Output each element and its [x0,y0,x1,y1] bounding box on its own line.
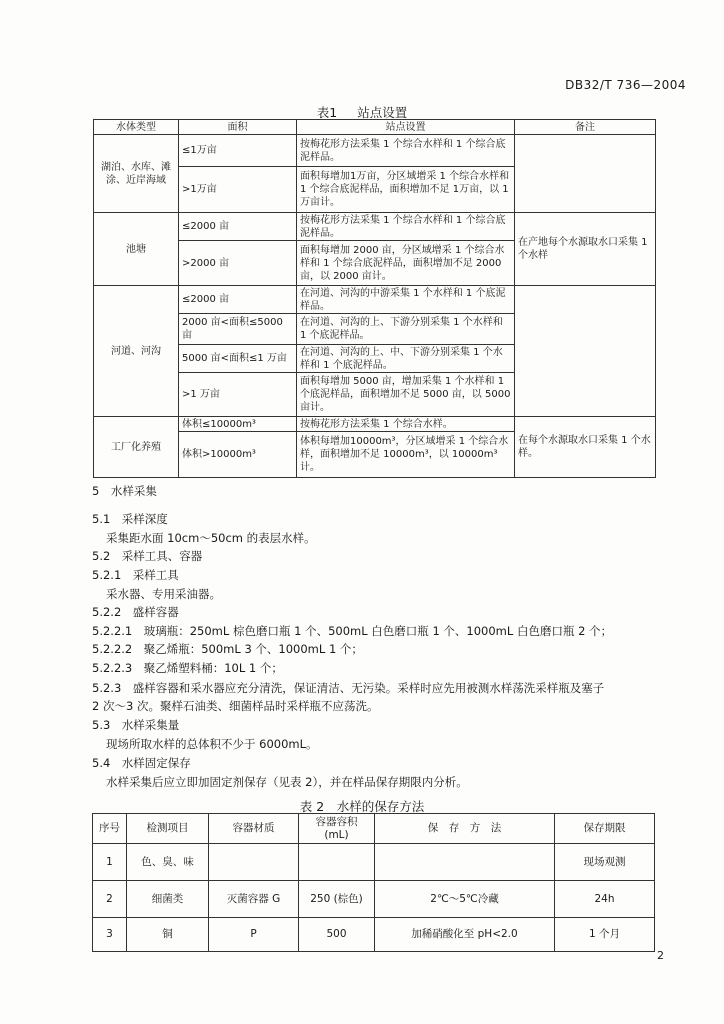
section-5-2-3-line2: 2 次～3 次。聚样石油类、细菌样品时采样瓶不应荡洗。 [92,699,379,713]
table-cell [375,844,555,881]
area-cell: >1 万亩 [179,373,297,417]
header-cell: 保 存 方 法 [375,814,555,844]
table2-caption: 表 2 水样的保存方法 [299,799,425,814]
section-5-2-title: 5.2 采样工具、容器 [92,549,203,563]
section-5-1-text: 采集距水面 10cm～50cm 的表层水样。 [106,531,316,545]
section-5-2-2-2: 5.2.2.2 聚乙烯瓶：500mL 3 个、1000mL 1 个； [92,642,363,656]
table-cell: 色、臭、味 [127,844,209,881]
site-cell: 在河道、河沟的上、中、下游分别采集 1 个水样和 1 个底泥样品。 [297,345,515,373]
remark-cell: 在产地每个水源取水口采集 1 个水样 [515,213,656,286]
water-sample-preservation-table [92,813,655,952]
table-cell: 加稀硝酸化至 pH<2.0 [375,918,555,952]
section-5-2-2-3: 5.2.2.3 聚乙烯塑料桶：10L 1 个； [92,661,283,675]
header-cell: 备注 [515,120,656,135]
section-5-3-title: 5.3 水样采集量 [92,718,180,732]
section-5-2-1-text: 采水器、专用采油器。 [106,587,221,601]
table-cell: 1 个月 [555,918,655,952]
section-5-1-title: 5.1 采样深度 [92,512,168,526]
site-cell: 在河道、河沟的上、下游分别采集 1 个水样和 1 个底泥样品。 [297,314,515,345]
area-cell: >1万亩 [179,167,297,213]
area-cell: >2000 亩 [179,241,297,286]
site-cell: 在河道、河沟的中游采集 1 个水样和 1 个底泥样品。 [297,286,515,314]
area-cell: 2000 亩<面积≤5000 亩 [179,314,297,345]
site-cell: 面积每增加 5000 亩，增加采集 1 个水样和 1 个底泥样品，面积增加不足 5000 亩，以 5000 亩计。 [297,373,515,417]
header-cell: 检测项目 [127,814,209,844]
table-cell: 1 [93,844,127,881]
table-row [94,286,656,314]
water-type-cell: 池塘 [94,213,179,286]
table-cell [299,844,375,881]
site-cell: 面积每增加1万亩，分区域增采 1 个综合水样和 1 个综合底泥样品，面积增加不足 1万亩，以 1万亩计。 [297,167,515,213]
table-header-row [94,120,656,135]
table-row [93,918,655,952]
table-cell: 250 (棕色) [299,881,375,918]
table-cell: 2℃～5℃冷藏 [375,881,555,918]
section-5-2-1-title: 5.2.1 采样工具 [92,568,179,582]
water-type-cell: 湖泊、水库、滩涂、近岸海域 [94,135,179,213]
table-row [94,417,656,432]
site-cell: 按梅花形方法采集 1 个综合水样。 [297,417,515,432]
header-cell: 水体类型 [94,120,179,135]
table-header-row [93,814,655,844]
section-5-4-text: 水样采集后应立即加固定剂保存（见表 2），并在样品保存期限内分析。 [106,775,468,789]
section-5-4-title: 5.4 水样固定保存 [92,756,191,770]
header-cell: 序号 [93,814,127,844]
site-cell: 按梅花形方法采集 1 个综合水样和 1 个综合底泥样品。 [297,213,515,241]
table1-caption-number: 表1 [316,105,338,120]
table-row [93,881,655,918]
header-cell: 保存期限 [555,814,655,844]
table-row [94,213,656,241]
header-cell: 容器材质 [209,814,299,844]
table-cell: 500 [299,918,375,952]
section-5-2-2-title: 5.2.2 盛样容器 [92,605,179,619]
remark-cell [515,286,656,417]
table-cell: 24h [555,881,655,918]
table1-caption-title: 站点设置 [357,105,408,120]
table-cell: 灭菌容器 G [209,881,299,918]
area-cell: ≤2000 亩 [179,213,297,241]
water-type-cell: 河道、河沟 [94,286,179,417]
water-type-cell: 工厂化养殖 [94,417,179,478]
table-row [93,844,655,881]
section-5-2-2-1: 5.2.2.1 玻璃瓶：250mL 棕色磨口瓶 1 个、500mL 白色磨口瓶 1 个、1000mL 白色磨口瓶 2 个； [92,624,613,638]
page-number: 2 [657,949,664,962]
table-cell: 铜 [127,918,209,952]
site-cell: 面积每增加 2000 亩，分区域增采 1 个综合水样和 1 个综合底泥样品，面积增加不足 2000 亩，以 2000 亩计。 [297,241,515,286]
site-setting-table [93,119,656,478]
header-cell: 站点设置 [297,120,515,135]
area-cell: 体积>10000m³ [179,432,297,478]
table-cell: 3 [93,918,127,952]
area-cell: ≤2000 亩 [179,286,297,314]
table-cell: P [209,918,299,952]
site-cell: 体积每增加10000m³，分区域增采 1 个综合水样，面积增加不足 10000m³，以 10000m³ 计。 [297,432,515,478]
section-5-2-3-line1: 5.2.3 盛样容器和采水器应充分清洗，保证清洁、无污染。采样时应先用被测水样荡洗采样瓶及塞子 [92,681,605,695]
table-cell: 2 [93,881,127,918]
header-cell: 面积 [179,120,297,135]
area-cell: 5000 亩<面积≤1 万亩 [179,345,297,373]
area-cell: ≤1万亩 [179,135,297,167]
table-cell: 细菌类 [127,881,209,918]
section-5-title: 5 水样采集 [92,484,157,498]
remark-cell [515,135,656,213]
table-cell: 现场观测 [555,844,655,881]
table-row [94,135,656,167]
section-5-3-text: 现场所取水样的总体积不少于 6000mL。 [106,737,318,751]
table-cell [209,844,299,881]
area-cell: 体积≤10000m³ [179,417,297,432]
remark-cell: 在每个水源取水口采集 1 个水样。 [515,417,656,478]
header-cell: 容器容积 (mL) [299,814,375,844]
document-number: DB32/T 736—2004 [565,78,686,92]
site-cell: 按梅花形方法采集 1 个综合水样和 1 个综合底泥样品。 [297,135,515,167]
